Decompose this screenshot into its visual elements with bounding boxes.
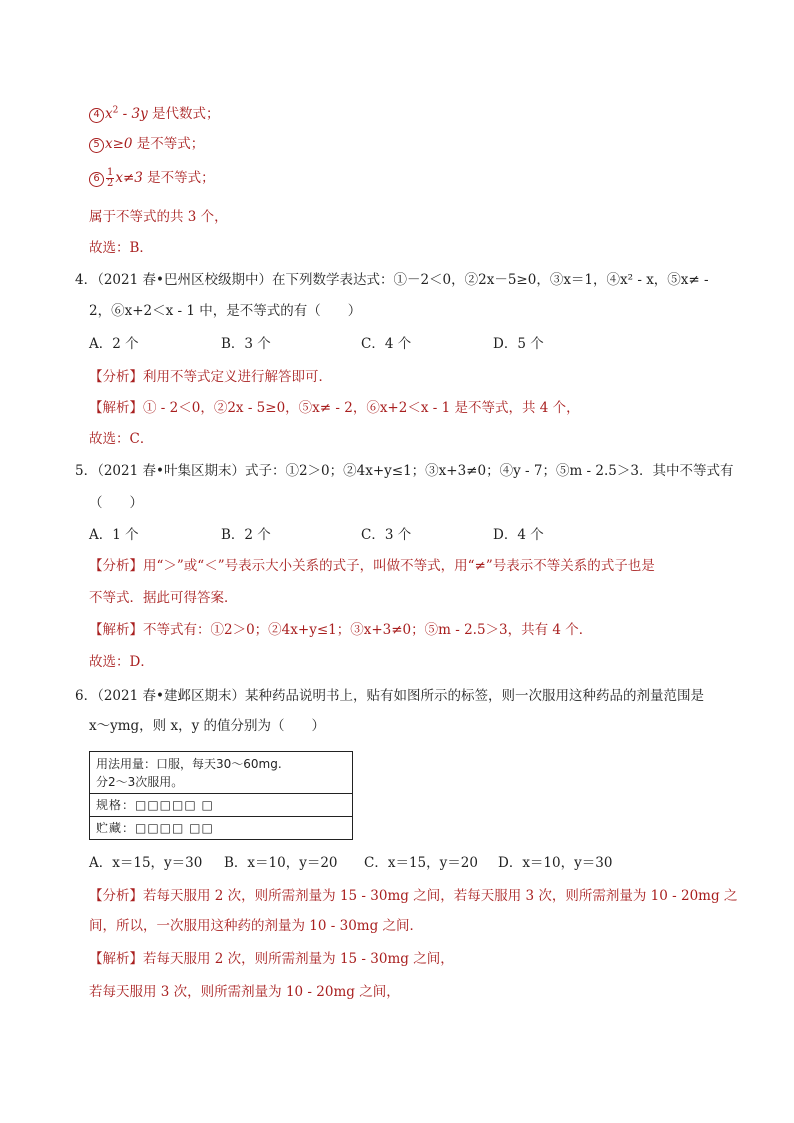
- option-b: B．3 个: [221, 336, 271, 352]
- option-c: C．x＝15，y＝20: [364, 855, 478, 871]
- exponent: 2: [112, 105, 119, 116]
- numerator: 1: [107, 167, 114, 178]
- q5-options: [89, 525, 544, 545]
- q5-solution: 【解析】不等式有：①2＞0；②4x+y≤1；③x+3≠0；⑤m - 2.5＞3，共有 4 个．: [89, 622, 593, 638]
- q4-stem-line1: 4．（2021 春•巴州区校级期中）在下列数学表达式：①－2＜0，②2x－5≥0，③x＝1，④x² - x，⑤x≠ -: [75, 272, 709, 288]
- circled-number: 6: [89, 172, 104, 187]
- q5-answer: 故选：D．: [89, 654, 154, 670]
- expr: x≥0: [105, 136, 133, 152]
- q4-answer: 故选：C．: [89, 431, 154, 447]
- option-d: D．4 个: [493, 527, 544, 543]
- q6-solution-line1: 【解析】若每天服用 2 次，则所需剂量为 15 - 30mg 之间，: [89, 951, 454, 967]
- q4-options: [89, 334, 544, 354]
- q5-stem-line2: （ ）: [89, 495, 143, 511]
- expr: x: [105, 106, 113, 122]
- answer-line: 故选：B．: [89, 240, 153, 256]
- solution-count: 属于不等式的共 3 个，: [89, 209, 228, 225]
- solution-line-4: [89, 104, 220, 124]
- q5-analysis-line1: 【分析】用“＞”或“＜”号表示大小关系的式子，叫做不等式，用“≠”号表示不等关系的式子也是: [89, 558, 655, 574]
- option-d: D．5 个: [493, 336, 544, 352]
- q6-analysis-line1: 【分析】若每天服用 2 次，则所需剂量为 15 - 30mg 之间，若每天服用 3 次，则所需剂量为 10 - 20mg 之: [89, 888, 738, 904]
- q5-analysis-line2: 不等式．据此可得答案．: [89, 590, 238, 606]
- label-usage-line2: 分2～3次服用。: [96, 775, 184, 789]
- option-b: B．x＝10，y＝20: [224, 855, 338, 871]
- text: 是不等式；: [132, 136, 205, 152]
- text: 是代数式；: [147, 106, 220, 122]
- q6-analysis-line2: 间，所以，一次服用这种药的剂量为 10 - 30mg 之间．: [89, 918, 424, 934]
- label-spec-row: 规格：□□□□□ □: [90, 793, 352, 816]
- solution-line-6: [89, 168, 215, 189]
- fraction: [106, 168, 114, 189]
- q6-stem-line2: x～ymg，则 x，y 的值分别为（ ）: [89, 718, 326, 734]
- text: 是不等式；: [142, 170, 215, 186]
- q4-solution: 【解析】① - 2＜0，②2x - 5≥0，⑤x≠ - 2，⑥x+2＜x - 1 是不等式，共 4 个，: [89, 400, 580, 416]
- q6-solution-line2: 若每天服用 3 次，则所需剂量为 10 - 20mg 之间，: [89, 984, 400, 1000]
- expr: x≠3: [115, 170, 143, 186]
- circled-number: 5: [89, 138, 104, 153]
- option-b: B．2 个: [221, 527, 271, 543]
- option-a: A．x＝15，y＝30: [89, 855, 203, 871]
- option-c: C．3 个: [361, 527, 412, 543]
- q4-stem-line2: 2，⑥x+2＜x - 1 中，是不等式的有（ ）: [89, 303, 362, 319]
- solution-line-5: [89, 134, 204, 154]
- circled-number: 4: [89, 108, 104, 123]
- q6-options: [89, 853, 612, 873]
- label-storage-row: 贮藏：□□□□ □□: [90, 816, 352, 839]
- option-c: C．4 个: [361, 336, 412, 352]
- expr: - 3y: [118, 106, 148, 122]
- q4-analysis: 【分析】利用不等式定义进行解答即可．: [89, 369, 332, 385]
- q5-stem-line1: 5．（2021 春•叶集区期末）式子：①2＞0；②4x+y≤1；③x+3≠0；④y - 7；⑤m - 2.5＞3．其中不等式有: [75, 463, 734, 479]
- medicine-label: [89, 751, 353, 840]
- option-d: D．x＝10，y＝30: [498, 855, 613, 871]
- label-usage-line1: 用法用量：口服，每天30～60mg.: [96, 757, 282, 771]
- denominator: 2: [107, 178, 114, 189]
- option-a: A．1 个: [89, 527, 139, 543]
- label-usage-row: [90, 752, 352, 793]
- q6-stem-line1: 6．（2021 春•建邺区期末）某种药品说明书上，贴有如图所示的标签，则一次服用这种药品的剂量范围是: [75, 688, 704, 704]
- option-a: A．2 个: [89, 336, 139, 352]
